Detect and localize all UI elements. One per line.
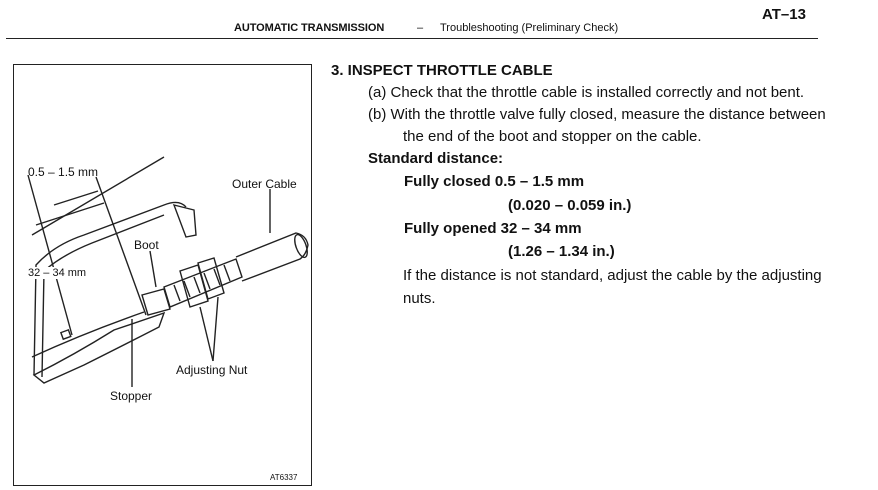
header-rule bbox=[6, 38, 818, 39]
leader-boot bbox=[150, 251, 156, 287]
fully-opened-value: Fully opened 32 – 34 mm bbox=[404, 220, 582, 237]
label-stopper: Stopper bbox=[110, 389, 153, 403]
step-item-a: (a) Check that the throttle cable is installed correctly and not bent. bbox=[368, 84, 805, 101]
label-outer-cable: Outer Cable bbox=[232, 177, 297, 191]
inner-cable bbox=[32, 312, 144, 357]
leader-nut-2 bbox=[213, 297, 218, 361]
adjust-note-line1: If the distance is not standard, adjust the cable by the adjusting bbox=[403, 267, 822, 284]
label-distance-opened: 32 – 34 mm bbox=[28, 267, 87, 279]
label-distance-closed: 0.5 – 1.5 mm bbox=[28, 165, 99, 179]
fully-closed-inches: (0.020 – 0.059 in.) bbox=[508, 197, 632, 214]
step-heading: 3. INSPECT THROTTLE CABLE bbox=[331, 62, 553, 79]
page-number: AT–13 bbox=[762, 6, 806, 23]
label-adjusting-nut: Adjusting Nut bbox=[176, 363, 248, 377]
header-separator: – bbox=[417, 22, 424, 34]
section-subtitle: Troubleshooting (Preliminary Check) bbox=[440, 22, 619, 34]
adjust-note-line2: nuts. bbox=[403, 290, 436, 307]
bracket-tab bbox=[174, 205, 196, 237]
step-item-b-line2: the end of the boot and stopper on the cable. bbox=[403, 128, 702, 145]
throttle-cable-figure bbox=[13, 64, 312, 486]
section-title: AUTOMATIC TRANSMISSION bbox=[234, 22, 385, 34]
standard-distance-label: Standard distance: bbox=[368, 150, 504, 167]
dim-arrow-long bbox=[36, 203, 104, 225]
leader-nut-1 bbox=[200, 307, 213, 361]
step-item-b-line1: (b) With the throttle valve fully closed, measure the distance between bbox=[368, 106, 826, 123]
outer-cable-shape bbox=[236, 233, 308, 281]
figure-code: AT6337 bbox=[270, 473, 298, 482]
dim-arrow-short bbox=[54, 191, 98, 205]
stopper-shape bbox=[61, 330, 71, 339]
label-boot: Boot bbox=[134, 238, 159, 252]
fully-closed-value: Fully closed 0.5 – 1.5 mm bbox=[404, 173, 585, 190]
adjusting-nut-2 bbox=[198, 258, 224, 299]
fully-opened-inches: (1.26 – 1.34 in.) bbox=[508, 243, 615, 260]
